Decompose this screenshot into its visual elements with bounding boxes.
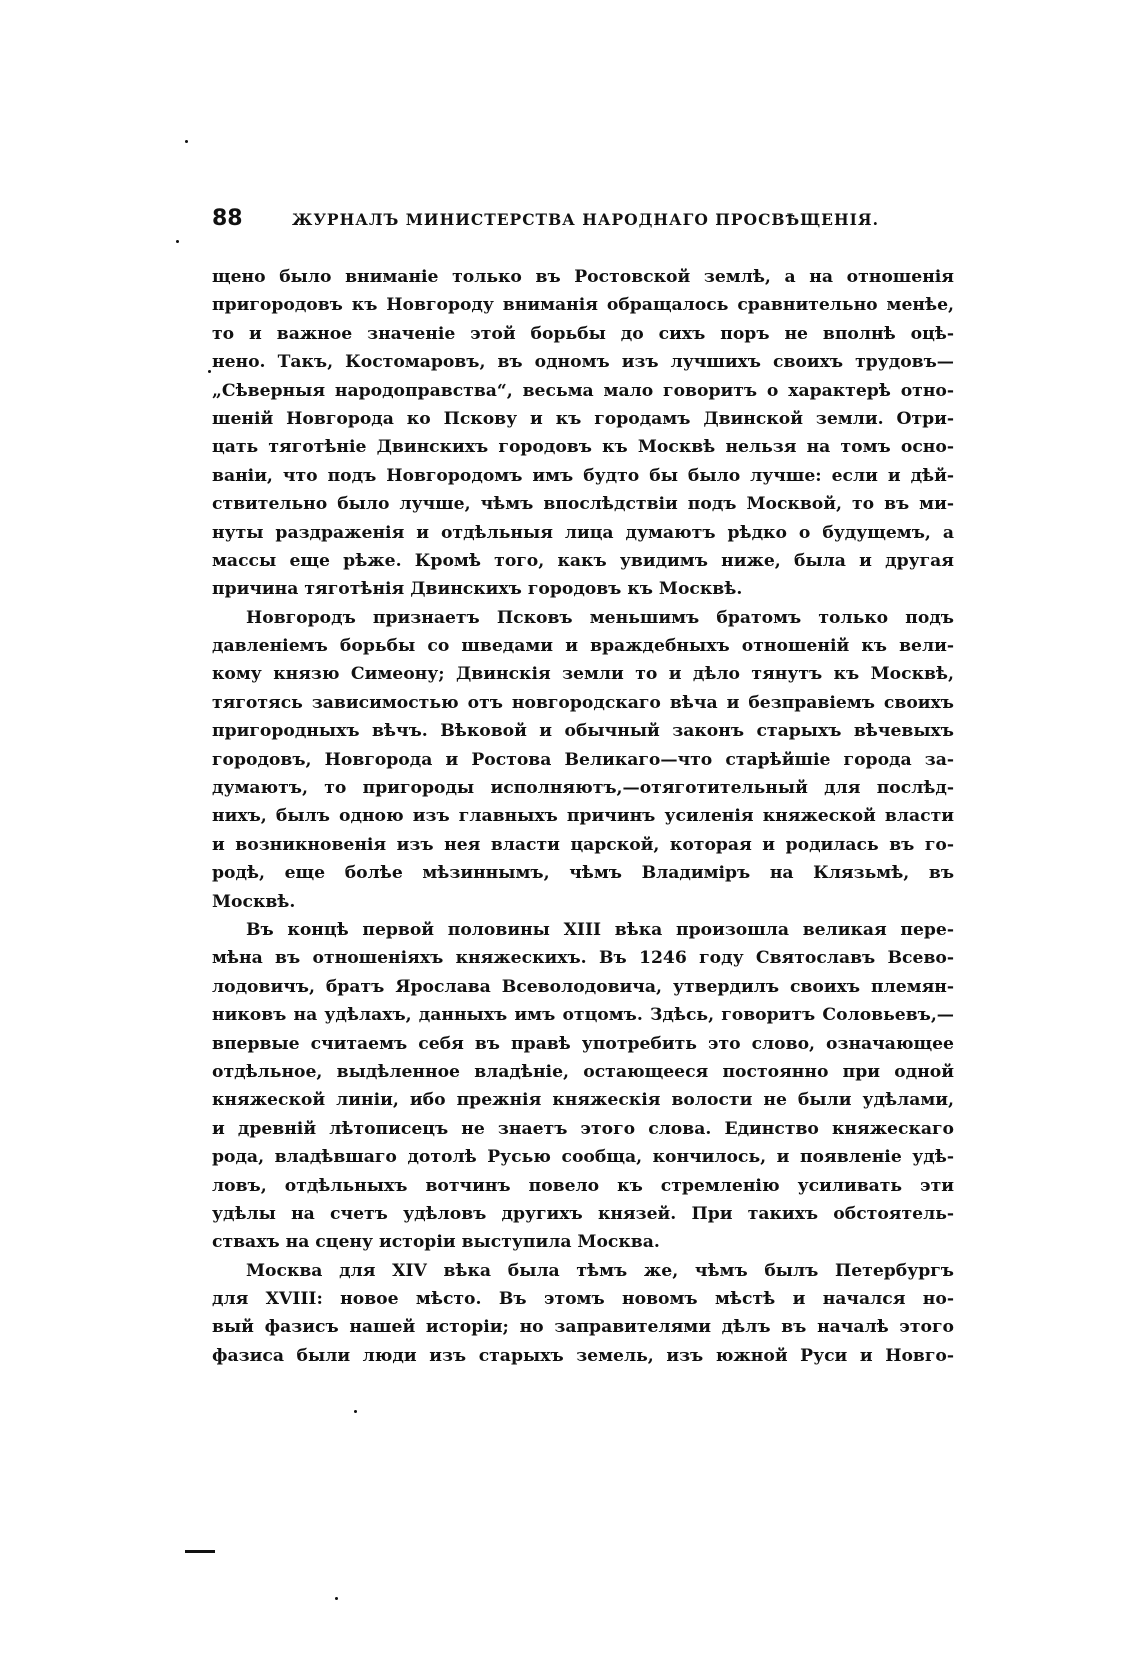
text-line: то и важное значеніе этой борьбы до сихъ поръ не вполнѣ оцѣ- bbox=[212, 323, 954, 344]
text-line: Новгородъ признаетъ Псковъ меньшимъ братомъ только подъ bbox=[246, 607, 954, 628]
body-text bbox=[212, 263, 954, 1370]
text-line: думаютъ, то пригороды исполняютъ,—отяготительный для послѣд- bbox=[212, 778, 954, 799]
text-line: щено было вниманіе только въ Ростовской землѣ, а на отношенія bbox=[212, 267, 954, 287]
text-line: нихъ, былъ одною изъ главныхъ причинъ усиленія княжеской власти bbox=[212, 806, 954, 827]
text-line: „Сѣверныя народоправства“, весьма мало говоритъ о характерѣ отно- bbox=[212, 380, 954, 401]
text-line: отдѣльное, выдѣленное владѣніе, остающееся постоянно при одной bbox=[212, 1061, 954, 1082]
text-line: никовъ на удѣлахъ, данныхъ имъ отцомъ. Здѣсь, говоритъ Соловьевъ,— bbox=[212, 1005, 954, 1026]
text-line: Москва для XIV вѣка была тѣмъ же, чѣмъ былъ Петербургъ bbox=[246, 1260, 954, 1281]
text-line: для XVIII: новое мѣсто. Въ этомъ новомъ мѣстѣ и начался но- bbox=[212, 1289, 954, 1310]
ink-speck bbox=[335, 1597, 338, 1600]
text-line: ловъ, отдѣльныхъ вотчинъ повело къ стремленію усиливать эти bbox=[212, 1175, 954, 1196]
text-line: мѣна въ отношеніяхъ княжескихъ. Въ 1246 году Святославъ Всево- bbox=[212, 948, 954, 969]
text-line: цать тяготѣніе Двинскихъ городовъ къ Москвѣ нельзя на томъ осно- bbox=[212, 437, 954, 458]
text-line: и древній лѣтописецъ не знаетъ этого слова. Единство княжескаго bbox=[212, 1118, 954, 1139]
text-line: Въ концѣ первой половины XIII вѣка произошла великая пере- bbox=[246, 919, 954, 940]
running-title: ЖУРНАЛЪ МИНИСТЕРСТВА НАРОДНАГО ПРОСВѢЩЕНІЯ. bbox=[292, 210, 879, 229]
text-line: городовъ, Новгорода и Ростова Великаго—что старѣйшіе города за- bbox=[212, 749, 954, 770]
page-header bbox=[212, 206, 954, 236]
text-line: и возникновенія изъ нея власти царской, которая и родилась въ го- bbox=[212, 834, 954, 855]
text-line: нуты раздраженія и отдѣльныя лица думаютъ рѣдко о будущемъ, а bbox=[212, 522, 954, 543]
text-line: массы еще рѣже. Кромѣ того, какъ увидимъ ниже, была и другая bbox=[212, 550, 954, 571]
text-line: причина тяготѣнія Двинскихъ городовъ къ Москвѣ. bbox=[212, 579, 743, 600]
text-line: фазиса были люди изъ старыхъ земель, изъ южной Руси и Новго- bbox=[212, 1345, 954, 1366]
text-line: давленіемъ борьбы со шведами и враждебныхъ отношеній къ вели- bbox=[212, 636, 954, 657]
text-line: удѣлы на счетъ удѣловъ другихъ князей. При такихъ обстоятель- bbox=[212, 1203, 954, 1224]
text-line: впервые считаемъ себя въ правѣ употребить это слово, означающее bbox=[212, 1033, 954, 1054]
ink-speck bbox=[354, 1410, 357, 1413]
text-line: пригородныхъ вѣчъ. Вѣковой и обычный законъ старыхъ вѣчевыхъ bbox=[212, 721, 954, 742]
text-line: шеній Новгорода ко Пскову и къ городамъ Двинской земли. Отри- bbox=[212, 408, 954, 429]
ink-speck bbox=[185, 140, 188, 143]
text-line: рода, владѣвшаго дотолѣ Русью сообща, кончилось, и появленіе удѣ- bbox=[212, 1147, 954, 1168]
text-line: ствахъ на сцену исторіи выступила Москва. bbox=[212, 1232, 660, 1253]
text-line: нено. Такъ, Костомаровъ, въ одномъ изъ лучшихъ своихъ трудовъ— bbox=[212, 352, 954, 373]
text-line: тяготясь зависимостью отъ новгородскаго вѣча и безправіемъ своихъ bbox=[212, 692, 954, 713]
text-line: пригородовъ къ Новгороду вниманія обращалось сравнительно менѣе, bbox=[212, 295, 954, 316]
page-number: 88 bbox=[212, 206, 243, 231]
margin-dash-mark bbox=[185, 1550, 215, 1553]
text-line: кому князю Симеону; Двинскія земли то и дѣло тянутъ къ Москвѣ, bbox=[212, 664, 954, 685]
text-line: родѣ, еще болѣе мѣзиннымъ, чѣмъ Владиміръ на Клязьмѣ, въ bbox=[212, 863, 954, 884]
text-line: ствительно было лучше, чѣмъ впослѣдствіи подъ Москвой, то въ ми- bbox=[212, 494, 954, 515]
text-line: лодовичъ, братъ Ярослава Всеволодовича, утвердилъ своихъ племян- bbox=[212, 976, 954, 997]
text-line: вый фазисъ нашей исторіи; но заправителями дѣлъ въ началѣ этого bbox=[212, 1317, 954, 1338]
text-line: ваніи, что подъ Новгородомъ имъ будто бы было лучше: если и дѣй- bbox=[212, 465, 954, 486]
text-line: Москвѣ. bbox=[212, 891, 296, 912]
ink-speck bbox=[176, 240, 179, 243]
ink-speck bbox=[208, 370, 211, 373]
text-line: княжеской линіи, ибо прежнія княжескія волости не были удѣлами, bbox=[212, 1090, 954, 1111]
